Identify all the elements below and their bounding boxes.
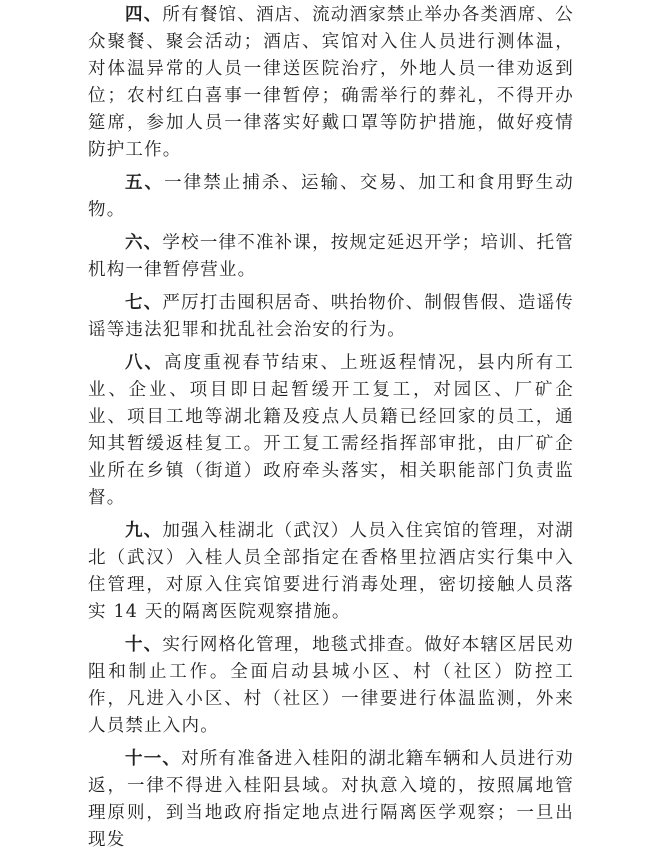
paragraph-text: 所有餐馆、酒店、流动酒家禁止举办各类酒席、公众聚餐、聚会活动；酒店、宾馆对入住人员进行测体温，对体温异常的人员一律送医院治疗，外地人员一律劝返到位；农村红白喜事一律暂停；确需举行的葬礼，不得开办筵席，参加人员一律落实好戴口罩等防护措施，做好疫情防护工作。 [88,5,574,160]
paragraph-6 [88,230,574,284]
paragraph-text: 严厉打击囤积居奇、哄抬物价、制假售假、造谣传谣等违法犯罪和扰乱社会治安的行为。 [88,293,574,340]
paragraph-text: 学校一律不准补课，按规定延迟开学；培训、托管机构一律暂停营业。 [88,233,574,280]
paragraph-number: 四、 [125,5,163,25]
paragraph-7 [88,290,574,344]
paragraph-8 [88,350,574,512]
paragraph-11 [88,746,574,854]
paragraph-number: 八、 [125,353,165,373]
paragraph-text: 高度重视春节结束、上班返程情况，县内所有工业、企业、项目即日起暂缓开工复工，对园区、厂矿企业、项目工地等湖北籍及疫点人员籍已经回家的员工，通知其暂缓返桂复工。开工复工需经指挥部审批，由厂矿企业所在乡镇（街道）政府牵头落实，相关职能部门负责监督。 [88,353,574,508]
paragraph-9 [88,518,574,626]
paragraph-text: 加强入桂湖北（武汉）人员入住宾馆的管理，对湖北（武汉）入桂人员全部指定在香格里拉酒店实行集中入住管理，对原入住宾馆要进行消毒处理，密切接触人员落实 14 天的隔离医院观察措施。 [88,521,574,622]
paragraph-number: 七、 [125,293,163,313]
paragraph-text: 一律禁止捕杀、运输、交易、加工和食用野生动物。 [88,173,574,220]
paragraph-5 [88,170,574,224]
paragraph-number: 六、 [125,233,163,253]
paragraph-number: 五、 [125,173,165,193]
paragraph-10 [88,632,574,740]
paragraph-text: 实行网格化管理，地毯式排查。做好本辖区居民劝阻和制止工作。全面启动县城小区、村（社区）防控工作，凡进入小区、村（社区）一律要进行体温监测，外来人员禁止入内。 [88,635,574,736]
paragraph-number: 十一、 [125,749,182,769]
paragraph-4 [88,2,574,164]
paragraph-text: 对所有准备进入桂阳的湖北籍车辆和人员进行劝返，一律不得进入桂阳县域。对执意入境的，按照属地管理原则，到当地政府指定地点进行隔离医学观察；一旦出现发 [88,749,574,850]
paragraph-number: 十、 [125,635,163,655]
document-body [88,2,574,860]
paragraph-number: 九、 [125,521,163,541]
